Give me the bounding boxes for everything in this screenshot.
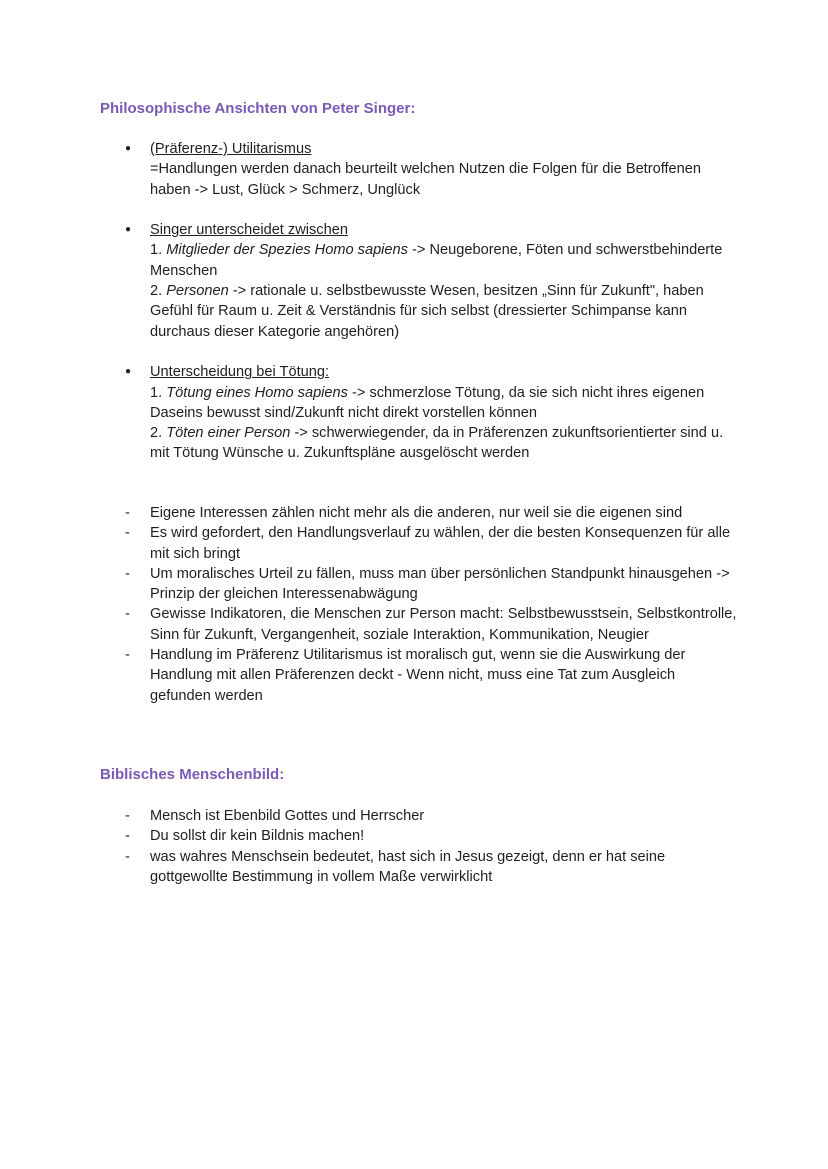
point-number: 2. <box>150 283 167 300</box>
dash-item: - Gewisse Indikatoren, die Menschen zur Person macht: Selbstbewusstsein, Selbstkontrolle, Sinn für Zukunft, Vergangenheit, soziale Interaktion, Kommunikation, Neugier <box>100 604 740 645</box>
point-number: 1. <box>150 242 167 259</box>
bullet-point-2 <box>150 281 740 342</box>
point-text: -> schwerwiegender, da in Präferenzen zukunftsorientierter sind u. mit Tötung Wünsche u. Zukunftspläne ausgelöscht werden <box>150 425 724 462</box>
dash-item: - Eigene Interessen zählen nicht mehr als die anderen, nur weil sie die eigenen sind <box>100 503 740 523</box>
dash-item: - Es wird gefordert, den Handlungsverlauf zu wählen, der die besten Konsequenzen für alle mit sich bringt <box>100 523 740 564</box>
point-number: 1. <box>150 384 167 401</box>
point-emphasis: Tötung eines Homo sapiens <box>166 384 348 401</box>
bullet-title: ● Singer unterscheidet zwischen <box>150 222 348 239</box>
bullet-title: ● Unterscheidung bei Tötung: <box>150 364 330 381</box>
singer-dash-list <box>100 503 740 706</box>
menschenbild-dash-list <box>100 806 740 887</box>
bullet-item-utilitarismus <box>100 139 740 200</box>
section-heading-menschenbild: Biblisches Menschenbild: <box>100 766 285 783</box>
bullet-title: ● (Präferenz-) Utilitarismus <box>150 141 312 157</box>
singer-bullet-list <box>100 139 740 484</box>
point-text: -> schmerzlose Tötung, da sie sich nicht ihres eigenen Daseins bewusst sind/Zukunft nicht direkt vorstellen können <box>150 384 705 421</box>
point-emphasis: Mitglieder der Spezies Homo sapiens <box>166 242 408 259</box>
point-text: -> rationale u. selbstbewusste Wesen, besitzen „Sinn für Zukunft", haben Gefühl für Raum u. Zeit & Verständnis für sich selbst (dressierter Schimpanse kann durchaus dieser Kategorie angehören) <box>150 283 704 340</box>
bullet-point-1 <box>150 383 740 424</box>
bullet-point-2 <box>150 423 740 464</box>
bullet-text: =Handlungen werden danach beurteilt welchen Nutzen die Folgen für die Betroffenen haben -> Lust, Glück > Schmerz, Unglück <box>150 161 702 198</box>
dash-item: - was wahres Menschsein bedeutet, hast sich in Jesus gezeigt, denn er hat seine gottgewollte Bestimmung in vollem Maße verwirklicht <box>100 847 740 888</box>
point-text: -> Neugeborene, Föten und schwerstbehinderte Menschen <box>150 242 723 279</box>
point-emphasis: Personen <box>166 283 229 300</box>
dash-item: - Handlung im Präferenz Utilitarismus ist moralisch gut, wenn sie die Auswirkung der Handlung mit allen Präferenzen deckt - Wenn nicht, muss eine Tat zum Ausgleich gefunden werden <box>100 645 740 706</box>
dash-item: - Um moralisches Urteil zu fällen, muss man über persönlichen Standpunkt hinausgehen -> Prinzip der gleichen Interessenabwägung <box>100 564 740 605</box>
bullet-point-1 <box>150 240 740 281</box>
point-number: 2. <box>150 425 167 442</box>
point-emphasis: Töten einer Person <box>166 425 291 442</box>
dash-item: - Du sollst dir kein Bildnis machen! <box>100 826 740 846</box>
bullet-item-unterscheidung <box>100 220 740 342</box>
bullet-item-toetung <box>100 362 740 463</box>
section-heading-singer: Philosophische Ansichten von Peter Singer: <box>100 100 416 117</box>
dash-item: - Mensch ist Ebenbild Gottes und Herrscher <box>100 806 740 826</box>
